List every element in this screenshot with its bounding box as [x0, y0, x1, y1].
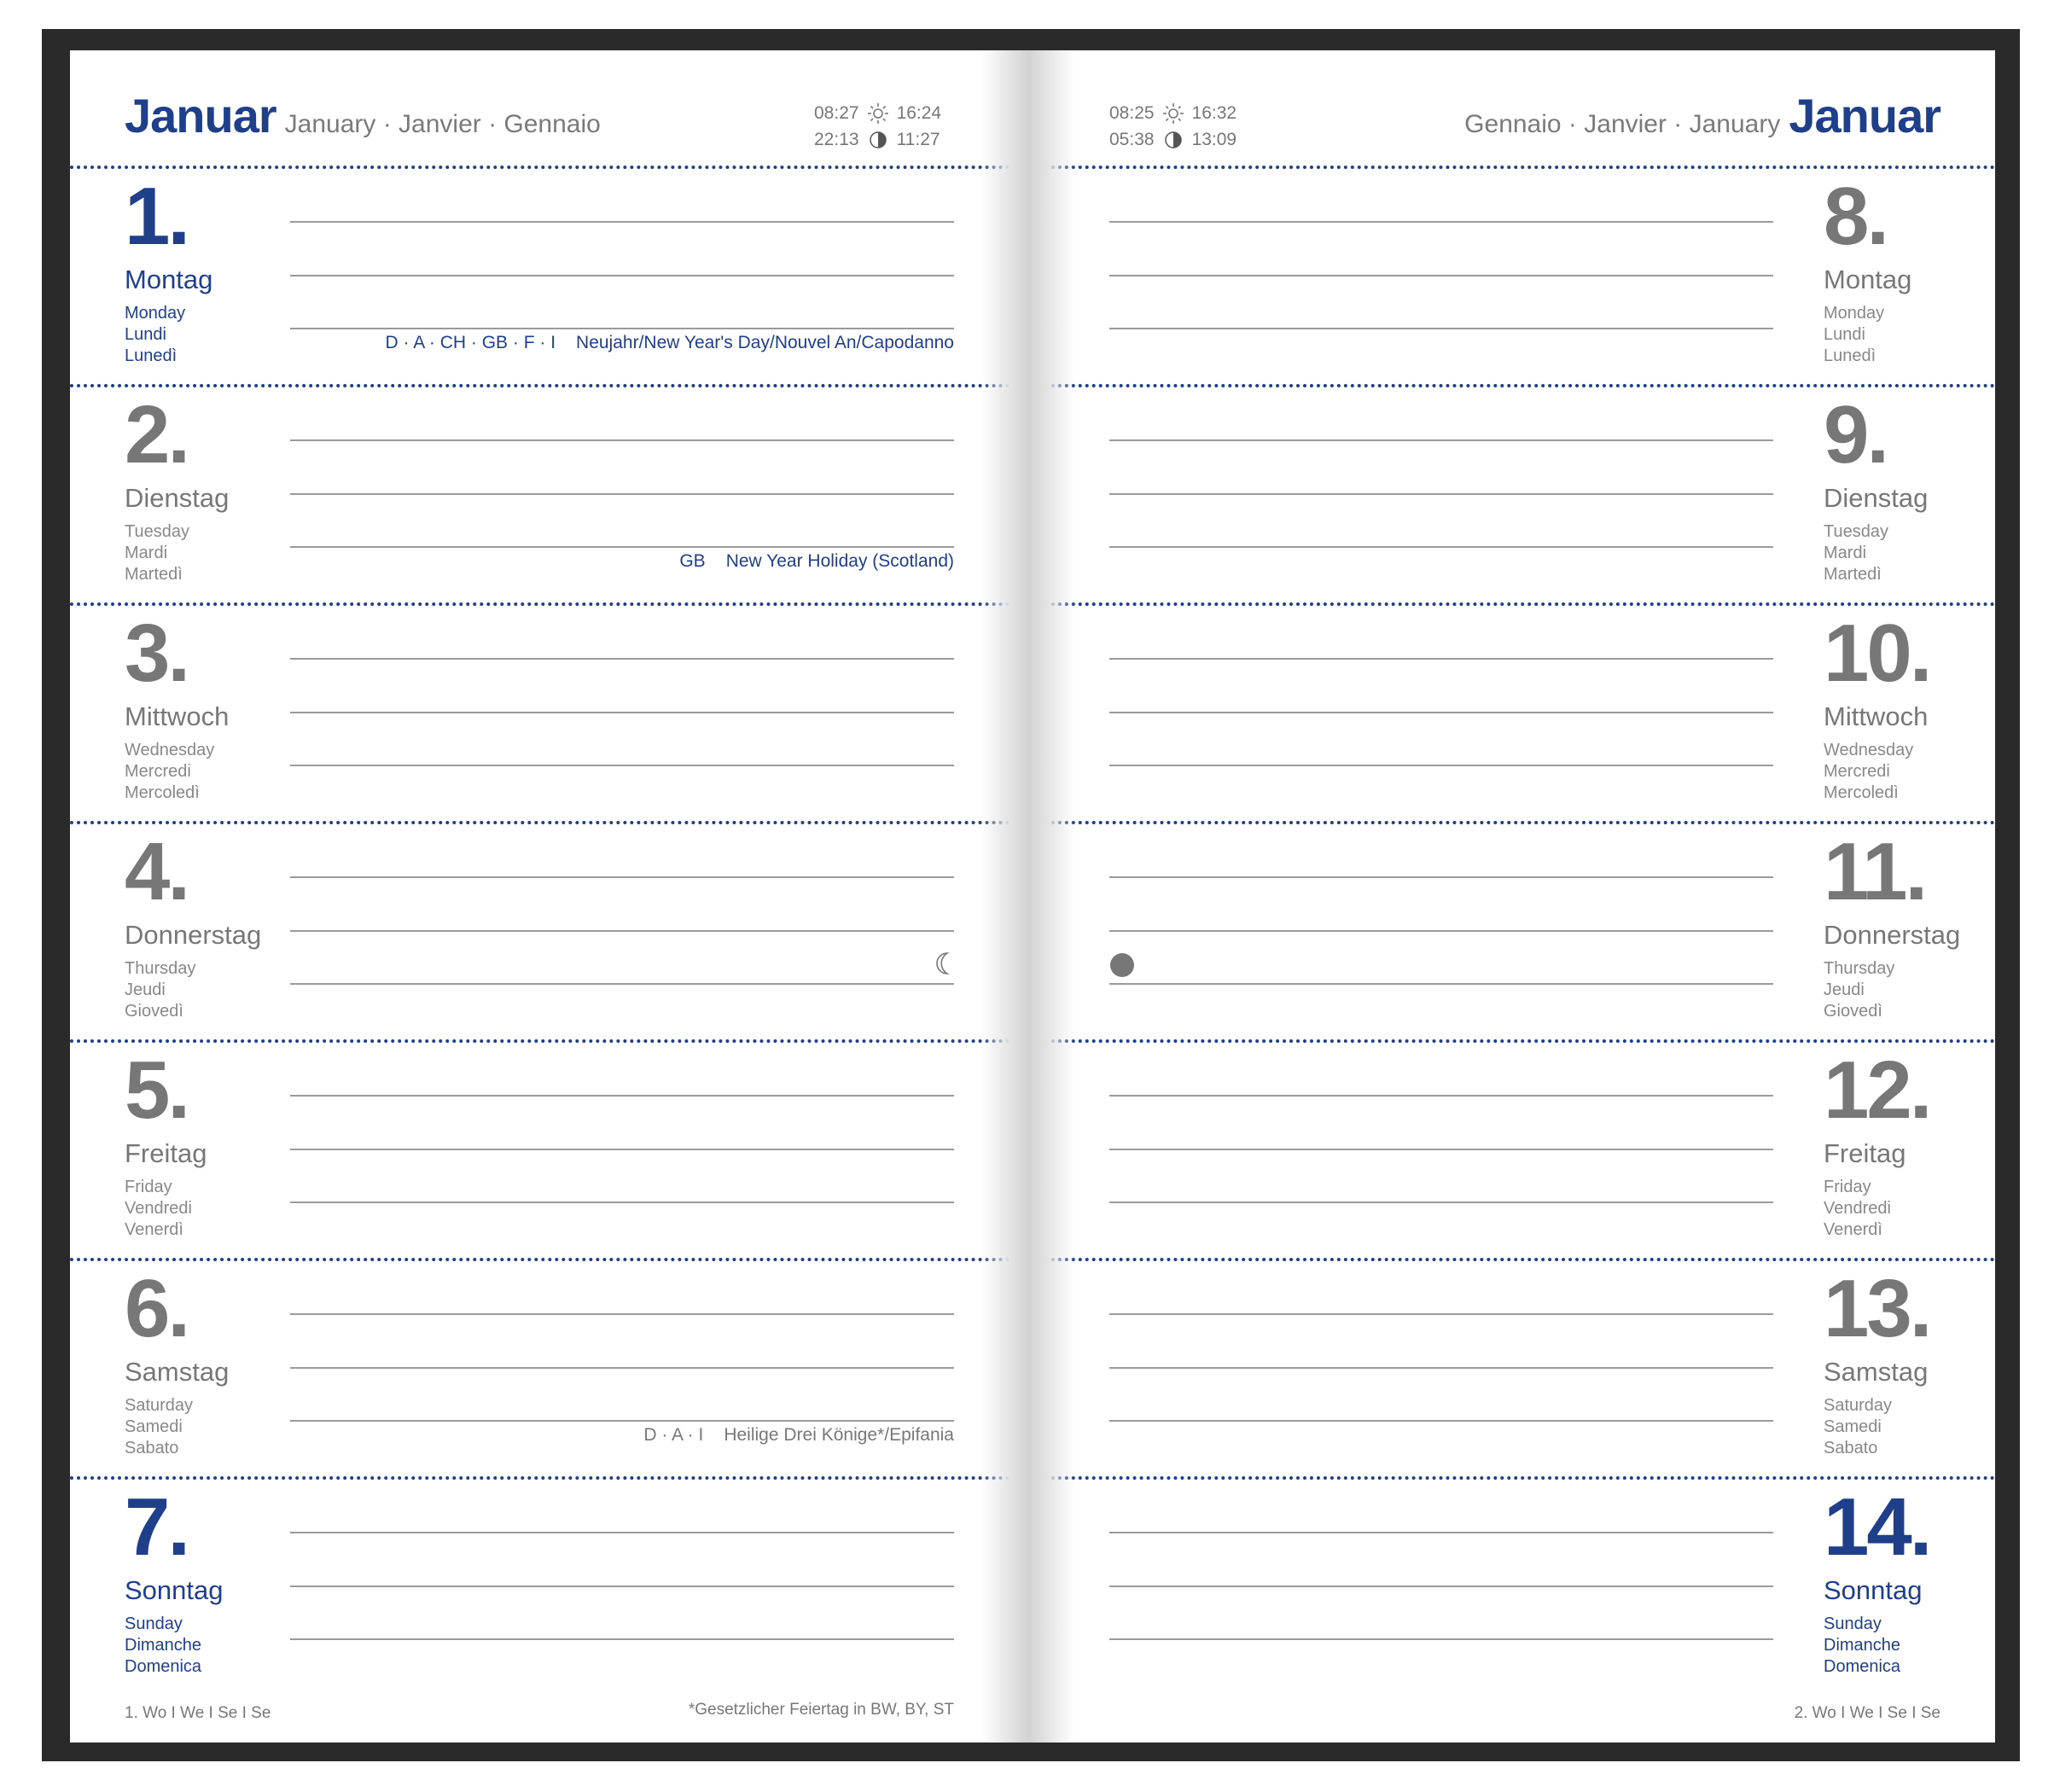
- day-name-en: Thursday: [1824, 959, 1895, 978]
- day-name: Dienstag: [125, 483, 230, 513]
- day-name-it: Sabato: [1824, 1439, 1878, 1457]
- day-translations: [125, 958, 195, 1022]
- day-name-fr: Mardi: [125, 544, 168, 562]
- day-name-it: Sabato: [125, 1439, 179, 1457]
- writing-line[interactable]: [290, 930, 954, 932]
- day-name-it: Domenica: [125, 1657, 202, 1676]
- day-name-fr: Jeudi: [125, 980, 166, 999]
- week-number: 1. Wo I We I Se I Se: [125, 1704, 271, 1722]
- month-translations: January · Janvier · Gennaio: [284, 110, 601, 138]
- day-name-en: Friday: [1824, 1178, 1871, 1196]
- day-number: 13.: [1824, 1263, 1930, 1354]
- day-name-it: Lunedì: [1824, 346, 1876, 365]
- day-entry-4[interactable]: [70, 824, 1017, 1041]
- day-name: Samstag: [125, 1357, 230, 1387]
- day-name-fr: Mercredi: [125, 762, 191, 781]
- day-name-en: Wednesday: [1824, 741, 1914, 759]
- month-title: Januar: [1789, 89, 1940, 143]
- day-translations: [125, 521, 189, 585]
- writing-line[interactable]: [290, 876, 954, 878]
- day-entry-8[interactable]: [1017, 169, 1995, 386]
- sunrise-time: 08:27: [814, 103, 859, 123]
- day-entry-13[interactable]: [1017, 1261, 1995, 1478]
- holiday-name: Heilige Drei Könige*/Epifania: [724, 1425, 954, 1445]
- right-page: [1017, 50, 1995, 1743]
- day-name-it: Giovedì: [1824, 1002, 1882, 1021]
- day-translations: [125, 1614, 201, 1678]
- day-entry-11[interactable]: [1017, 824, 1995, 1041]
- writing-line[interactable]: [1109, 1149, 1773, 1150]
- day-name-it: Venerdì: [125, 1220, 183, 1239]
- day-number: 4.: [125, 826, 189, 917]
- writing-line[interactable]: [1109, 930, 1773, 932]
- day-name-en: Wednesday: [125, 741, 215, 759]
- day-number: 9.: [1824, 389, 1888, 480]
- day-name: Donnerstag: [1824, 920, 1961, 950]
- writing-line[interactable]: [290, 1532, 954, 1533]
- moonset-time: 11:27: [896, 130, 940, 149]
- day-name: Sonntag: [125, 1575, 224, 1605]
- sunrise-time: 08:25: [1109, 103, 1155, 123]
- day-name-en: Monday: [1824, 304, 1885, 323]
- writing-line[interactable]: [1109, 1638, 1773, 1640]
- holiday-note: [679, 551, 954, 572]
- day-name-it: Mercoledì: [1824, 783, 1899, 802]
- day-name-en: Thursday: [125, 959, 196, 978]
- day-translations: [125, 1395, 193, 1459]
- day-number: 5.: [125, 1044, 189, 1136]
- day-number: 2.: [125, 389, 189, 480]
- day-translations: [1824, 1395, 1892, 1459]
- holiday-countries: D · A · I: [643, 1425, 704, 1445]
- left-page: [70, 50, 1017, 1743]
- writing-line[interactable]: [1109, 658, 1773, 660]
- day-name: Freitag: [1824, 1138, 1906, 1168]
- holiday-note: [643, 1425, 954, 1446]
- day-translations: [125, 303, 185, 367]
- day-name: Dienstag: [1824, 483, 1929, 513]
- writing-line[interactable]: [1109, 1367, 1773, 1369]
- writing-line[interactable]: [1109, 439, 1773, 441]
- day-name-fr: Dimanche: [125, 1636, 202, 1655]
- day-entry-14[interactable]: [1017, 1480, 1995, 1696]
- day-entry-1[interactable]: [70, 169, 1017, 386]
- writing-line[interactable]: [1109, 493, 1773, 495]
- writing-line[interactable]: [290, 1095, 954, 1097]
- writing-line[interactable]: [290, 275, 954, 276]
- writing-line[interactable]: [1109, 1420, 1773, 1422]
- day-number: 11.: [1824, 826, 1926, 917]
- day-name-en: Sunday: [1824, 1615, 1882, 1633]
- writing-line[interactable]: [290, 1585, 954, 1587]
- day-name-fr: Jeudi: [1824, 980, 1865, 999]
- writing-line[interactable]: [290, 1367, 954, 1369]
- day-name-en: Friday: [125, 1178, 172, 1196]
- day-name-fr: Vendredi: [1824, 1199, 1891, 1218]
- day-translations: [125, 1177, 192, 1241]
- holiday-name: Neujahr/New Year's Day/Nouvel An/Capodanno: [576, 333, 954, 352]
- day-translations: [1824, 740, 1913, 804]
- writing-line[interactable]: [290, 1149, 954, 1150]
- day-number: 6.: [125, 1263, 189, 1354]
- writing-line[interactable]: [1109, 983, 1773, 985]
- day-name-it: Venerdì: [1824, 1220, 1882, 1239]
- holiday-countries: D · A · CH · GB · F · I: [385, 333, 556, 352]
- day-name-it: Mercoledì: [125, 783, 200, 802]
- day-entry-3[interactable]: [70, 606, 1017, 823]
- writing-line[interactable]: [290, 546, 954, 548]
- day-name-en: Tuesday: [1824, 522, 1888, 541]
- writing-line[interactable]: [290, 493, 954, 495]
- day-name: Montag: [1824, 265, 1912, 294]
- day-name-fr: Dimanche: [1824, 1636, 1901, 1655]
- day-name: Samstag: [1824, 1357, 1929, 1387]
- day-number: 1.: [125, 171, 189, 262]
- moon-icon: [866, 130, 890, 150]
- day-name: Donnerstag: [125, 920, 262, 950]
- day-name-fr: Mercredi: [1824, 762, 1890, 781]
- day-name-fr: Lundi: [125, 325, 166, 344]
- writing-line[interactable]: [290, 1313, 954, 1315]
- writing-line[interactable]: [1109, 876, 1773, 878]
- week-number: 2. Wo I We I Se I Se: [1794, 1704, 1940, 1722]
- day-name-it: Domenica: [1824, 1657, 1901, 1676]
- left-sun-moon-times: [814, 100, 941, 153]
- day-entry-9[interactable]: [1017, 387, 1995, 604]
- month-title: Januar: [125, 89, 276, 143]
- day-name-fr: Samedi: [1824, 1417, 1882, 1436]
- writing-line[interactable]: [290, 1638, 954, 1640]
- day-name: Freitag: [125, 1138, 207, 1168]
- day-entry-2[interactable]: [70, 387, 1017, 604]
- day-name-en: Saturday: [1824, 1396, 1893, 1415]
- writing-line[interactable]: [1109, 1585, 1773, 1587]
- writing-line[interactable]: [1109, 546, 1773, 548]
- writing-line[interactable]: [1109, 1201, 1773, 1203]
- writing-line[interactable]: [1109, 275, 1773, 276]
- writing-line[interactable]: [1109, 221, 1773, 223]
- sun-icon: [866, 103, 890, 124]
- day-name: Mittwoch: [1824, 701, 1929, 731]
- writing-line[interactable]: [1109, 712, 1773, 713]
- moonset-time: 13:09: [1191, 130, 1237, 149]
- holiday-name: New Year Holiday (Scotland): [725, 551, 954, 571]
- writing-line[interactable]: [290, 328, 954, 329]
- day-name-it: Martedì: [125, 565, 183, 584]
- day-name-fr: Lundi: [1824, 325, 1865, 344]
- writing-line[interactable]: [290, 439, 954, 441]
- day-entry-6[interactable]: [70, 1261, 1017, 1478]
- day-name-it: Martedì: [1824, 565, 1882, 584]
- day-number: 8.: [1824, 171, 1888, 262]
- footnote: *Gesetzlicher Feiertag in BW, BY, ST: [688, 1701, 954, 1719]
- moonrise-time: 05:38: [1109, 130, 1155, 149]
- day-number: 3.: [125, 608, 189, 699]
- day-name-en: Tuesday: [125, 522, 189, 541]
- writing-line[interactable]: [290, 1201, 954, 1203]
- writing-line[interactable]: [1109, 1095, 1773, 1097]
- day-name-fr: Samedi: [125, 1417, 183, 1436]
- writing-line[interactable]: [290, 1420, 954, 1422]
- writing-line[interactable]: [1109, 765, 1773, 766]
- day-entry-12[interactable]: [1017, 1043, 1995, 1260]
- day-name-fr: Mardi: [1824, 544, 1867, 562]
- writing-line[interactable]: [1109, 328, 1773, 329]
- day-number: 14.: [1824, 1481, 1930, 1573]
- day-name-en: Monday: [125, 304, 186, 323]
- day-name-en: Sunday: [125, 1615, 183, 1633]
- holiday-countries: GB: [679, 551, 706, 571]
- writing-line[interactable]: [290, 221, 954, 223]
- right-page-header-title: [1456, 88, 1940, 143]
- holiday-note: [386, 333, 954, 353]
- full-moon-icon: [1109, 952, 1135, 982]
- right-sun-moon-times: [1109, 100, 1236, 153]
- writing-line[interactable]: [290, 658, 954, 660]
- left-page-header-title: [125, 88, 609, 143]
- writing-line[interactable]: [290, 765, 954, 766]
- writing-line[interactable]: [1109, 1532, 1773, 1533]
- day-translations: [1824, 1614, 1900, 1678]
- day-translations: [1824, 1177, 1891, 1241]
- day-translations: [1824, 958, 1894, 1022]
- first-quarter-moon-icon: [932, 951, 956, 980]
- sunset-time: 16:24: [896, 103, 942, 123]
- day-name: Montag: [125, 265, 213, 294]
- writing-line[interactable]: [290, 712, 954, 713]
- day-name: Mittwoch: [125, 701, 230, 731]
- day-translations: [1824, 303, 1884, 367]
- sun-icon: [1161, 103, 1185, 124]
- moon-icon: [1161, 130, 1185, 150]
- day-translations: [1824, 521, 1888, 585]
- day-number: 7.: [125, 1481, 189, 1573]
- day-name-fr: Vendredi: [125, 1199, 192, 1218]
- day-entry-5[interactable]: [70, 1043, 1017, 1260]
- day-entry-10[interactable]: [1017, 606, 1995, 823]
- sunset-time: 16:32: [1191, 103, 1237, 123]
- writing-line[interactable]: [1109, 1313, 1773, 1315]
- day-name-it: Lunedì: [125, 346, 177, 365]
- day-number: 10.: [1824, 608, 1930, 699]
- moonrise-time: 22:13: [814, 130, 859, 149]
- day-name-en: Saturday: [125, 1396, 194, 1415]
- day-entry-7[interactable]: [70, 1480, 1017, 1696]
- month-translations: Gennaio · Janvier · January: [1464, 110, 1781, 138]
- day-name: Sonntag: [1824, 1575, 1923, 1605]
- day-name-it: Giovedì: [125, 1002, 183, 1021]
- writing-line[interactable]: [290, 983, 954, 985]
- day-translations: [125, 740, 214, 804]
- day-number: 12.: [1824, 1044, 1930, 1136]
